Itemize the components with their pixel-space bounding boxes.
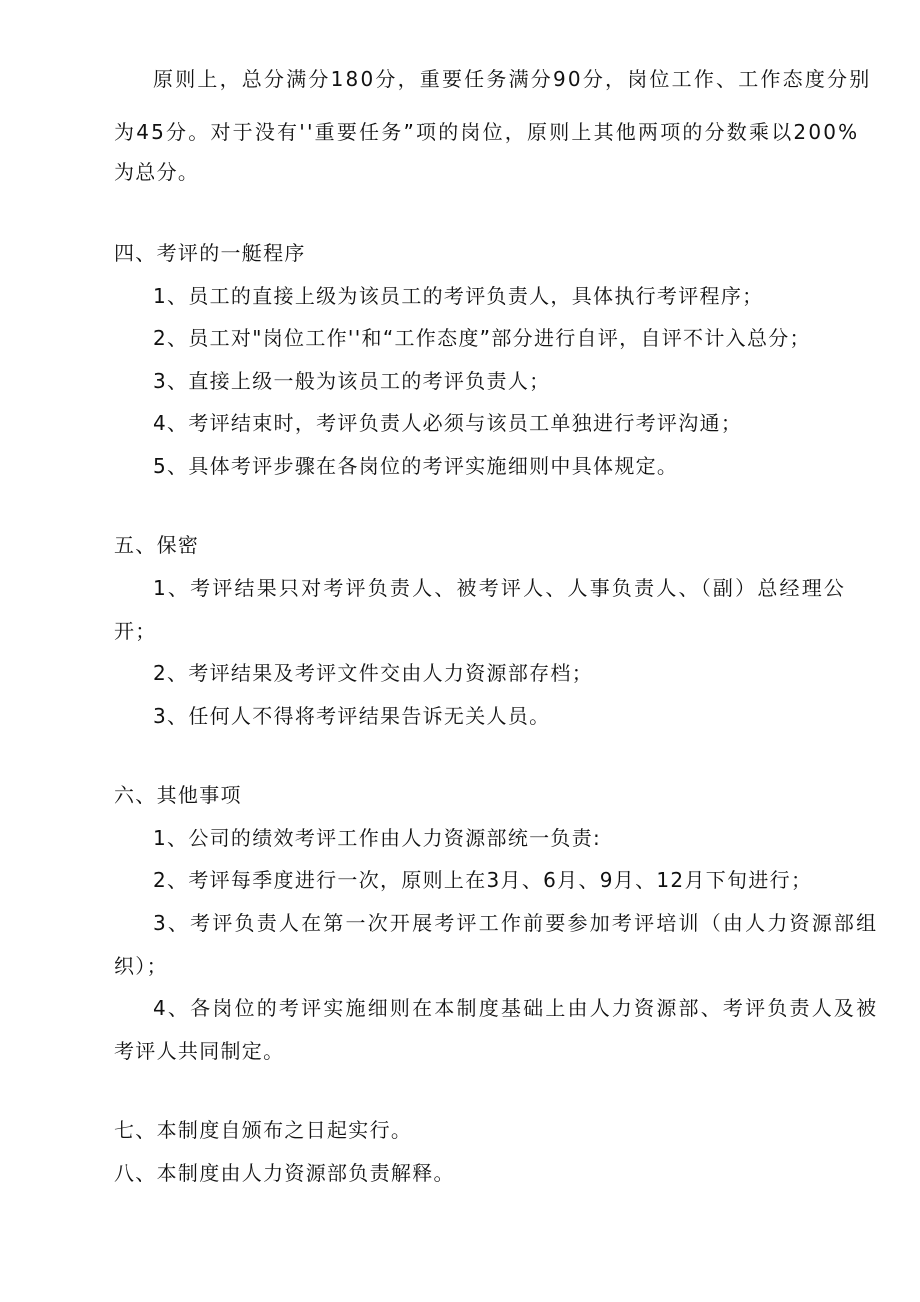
intro-line-3: 为总分。 [114, 160, 200, 184]
section-5-heading: 五、保密 [114, 533, 200, 557]
section-5-item-2: 2、考评结果及考评文件交由人力资源部存档； [153, 661, 594, 685]
section-8-text: 八、本制度由人力资源部负责解释。 [114, 1161, 455, 1185]
section-4-item-5: 5、具体考评步骤在各岗位的考评实施细则中具体规定。 [153, 454, 679, 478]
section-5-item-3: 3、任何人不得将考评结果告诉无关人员。 [153, 704, 551, 728]
section-4-item-3: 3、直接上级一般为该员工的考评负责人； [153, 369, 551, 393]
section-6-heading: 六、其他事项 [114, 783, 242, 807]
section-4-item-2: 2、员工对"岗位工作''和“工作态度”部分进行自评，自评不计入总分； [153, 326, 811, 350]
section-4-heading: 四、考评的一艇程序 [114, 241, 306, 265]
section-6-item-2: 2、考评每季度进行一次，原则上在3月、6月、9月、12月下旬进行； [153, 868, 813, 892]
section-4-item-1: 1、员工的直接上级为该员工的考评负责人，具体执行考评程序； [153, 284, 764, 308]
intro-line-1: 原则上，总分满分180分，重要任务满分90分，岗位工作、工作态度分别 [153, 67, 872, 91]
section-6-item-4-line-2: 考评人共同制定。 [114, 1039, 285, 1063]
section-5-item-1-line-2: 开； [114, 619, 157, 643]
section-6-item-1: 1、公司的绩效考评工作由人力资源部统一负责: [153, 826, 602, 850]
section-6-item-3-line-2: 织）； [114, 954, 168, 978]
section-6-item-4-line-1: 4、各岗位的考评实施细则在本制度基础上由人力资源部、考评负责人及被 [153, 996, 879, 1020]
intro-line-2: 为45分。对于没有''重要任务”项的岗位，原则上其他两项的分数乘以200% [114, 120, 860, 144]
section-4-item-4: 4、考评结束时，考评负责人必须与该员工单独进行考评沟通； [153, 411, 743, 435]
section-5-item-1-line-1: 1、考评结果只对考评负责人、被考评人、人事负责人、（副）总经理公 [153, 576, 847, 600]
section-6-item-3-line-1: 3、考评负责人在第一次开展考评工作前要参加考评培训（由人力资源部组 [153, 911, 879, 935]
section-7-text: 七、本制度自颁布之日起实行。 [114, 1118, 413, 1142]
